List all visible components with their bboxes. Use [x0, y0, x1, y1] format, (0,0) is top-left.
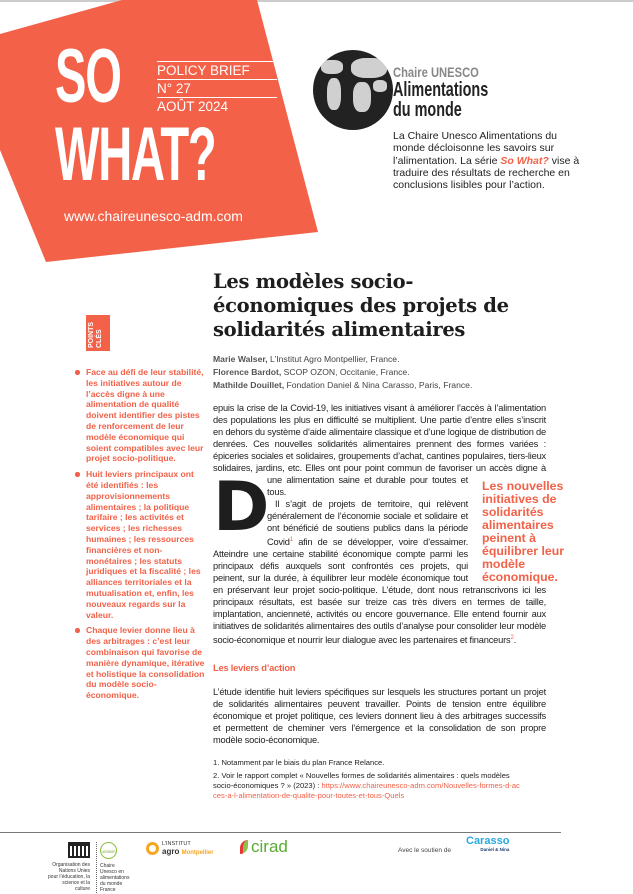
agro-circle-icon — [146, 842, 159, 855]
page-title: Les modèles socio-économiques des projets de solidarités alimentaires — [213, 270, 509, 341]
website-link[interactable]: www.chaireunesco-adm.com — [64, 208, 243, 224]
chaire-logo: Chaire UNESCO Alimentations du monde — [393, 64, 489, 121]
policy-brief-info — [157, 61, 277, 115]
paragraph: L’étude identifie huit leviers spécifiques sur lesquels les structures portant un projet de solidarités alimentaires peuvent travailler. Points de tension entre équilibre économique et projet politique, ces leviers donnent lieu à des arbitrages successifs et permettent de cheminer vers l’émergence et la consolidation de son propre modèle socio-économique. — [213, 687, 546, 746]
issue-date: AOÛT 2024 — [157, 97, 277, 115]
unesco-temple-icon — [68, 842, 90, 858]
leaf-icon — [240, 840, 248, 854]
unitwin-logo: unitwin Chaire Unesco en alimentations du monde France — [96, 842, 131, 893]
author: Mathilde Douillet, Fondation Daniel & Nina Carasso, Paris, France. — [213, 380, 473, 390]
policy-brief-label: POLICY BRIEF — [157, 61, 277, 79]
intro-paragraph: epuis la crise de la Covid-19, les initiatives visant à améliorer l’accès à l’alimentation des populations les plus en difficulté se multiplient. Une partie d’entre elles s’inscrit en dehors du système d’aide alimentaire classique et d’une logique de distribution de denrées. Ces nouvelles solidarités alimentaires prennent des formes variées : épiceries sociales et solidaires, groupements d’achat, cantines populaires, tiers-lieux solidaires, jardins, etc. Elles ont pour point commun de favoriser un accès digne à une alimentation saine et durable pour toutes et tous. — [213, 403, 546, 497]
footer-divider — [0, 832, 561, 833]
footnote: 1. Notamment par le biais du plan France Relance. — [213, 758, 385, 768]
issue-number: N° 27 — [157, 79, 277, 97]
chaire-description: La Chaire Unesco Alimentations du monde décloisonne les savoirs sur l’alimentation. La série So What? vise à traduire des résultats de recherche en conclusions lisibles pour l’action. — [393, 130, 580, 192]
authors — [213, 353, 472, 392]
paragraph: Il s’agit de projets de territoire, qui relèvent généralement de l’économie sociale et solidaire et ont bénéficié de soutiens publics dans la période Covid$^1$ afin de se développer, voire d’essaimer. Atteindre une certaine stabilité économique compte parmi les principaux défis auxquels sont confrontés ces projets, qui peinent, sur la durée, à équilibrer leur modèle économique tout en préservant leur projet socio-politique. L’étude, dont nous retranscrivons ici les principaux résultats, est basée sur treize cas très divers en termes de taille, implantation, ancienneté, activités ou encore gouvernance. Elle entend fournir aux initiatives de solidarités alimentaires des outils d’analyse pour consolider leur modèle socio-économique et nourrir leur dialogue avec les partenaires et financeurs$^2$. — [213, 499, 546, 646]
author: Marie Walser, L’Institut Agro Montpellier, France. — [213, 354, 400, 364]
key-point: Huit leviers principaux ont été identifiés : les approvisionnements alimentaires ; la politique tarifaire ; les activités et services ; les richesses humaines ; les ressources financières et non-monétaires ; les statuts juridiques et la fiscalité ; les alliances territoriales et la mutualisation et, enfin, les nouveaux regards sur la valeur. — [74, 469, 206, 620]
key-point: Chaque levier donne lieu à des arbitrages : c’est leur combinaison qui favorise de manière dynamique, itérative et holistique la consolidation du modèle socio-économique. — [74, 625, 206, 701]
section-heading: Les leviers d’action — [213, 663, 296, 674]
series-title: SO WHAT? — [55, 34, 216, 197]
footnotes — [213, 758, 546, 802]
author: Florence Bardot, SCOP OZON, Occitanie, France. — [213, 367, 410, 377]
carasso-logo: Carasso Daniel & Nina — [466, 835, 510, 852]
unesco-logo: Organisation des Nations Unies pour l’éducation, la science et la culture — [48, 842, 90, 892]
pull-quote: Les nouvelles initiatives de solidarités alimentaires peinent à équilibrer leur modèle économique. — [482, 479, 565, 584]
key-points-badge: POINTS CLÉS — [86, 315, 110, 351]
key-points-list — [74, 367, 206, 706]
globe-icon — [313, 50, 393, 130]
drop-cap: D — [213, 468, 267, 547]
key-point: Face au défi de leur stabilité, les initiatives autour de l’accès digne à une alimentation de qualité doivent identifier des pistes de renforcement de leur modèle économique qui soient compatibles avec leur projet socio-politique. — [74, 367, 206, 464]
footnote: 2. Voir le rapport complet « Nouvelles formes de solidarités alimentaires : quels modèles socio-économiques ? » (2023) : https://www.chaireunesco-adm.com/Nouvelles-formes-d-acces-a-l-alimentation-de-qualite-pour-toutes-et-tous-Quels — [213, 770, 520, 801]
report-link[interactable]: https://www.chaireunesco-adm.com/Nouvelles-formes-d-acces-a-l-alimentation-de-qualite-pour-toutes-et-tous-Quels — [213, 781, 520, 801]
institut-agro-logo: L’INSTITUT agro Montpellier — [146, 840, 214, 857]
article-body — [213, 402, 565, 804]
support-label: Avec le soutien de — [398, 847, 451, 854]
cirad-logo: cirad — [240, 838, 288, 856]
